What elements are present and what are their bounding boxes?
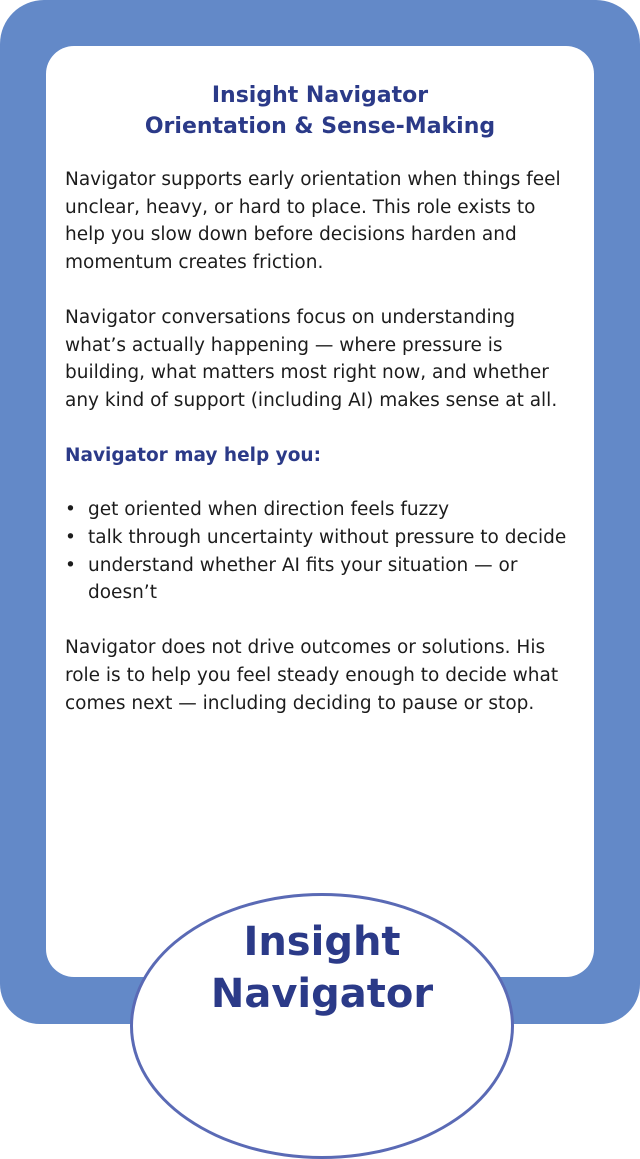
title-line-1: Insight Navigator: [211, 83, 429, 108]
list-item: • understand whether AI fits your situation — or doesn’t: [65, 552, 580, 607]
card-body: [65, 166, 580, 744]
list-item: • get oriented when direction feels fuzzy: [65, 496, 580, 524]
badge-line-1: Insight: [243, 919, 401, 965]
focus-paragraph: Navigator conversations focus on understanding what’s actually happening — where pressure is building, what matters most right now, and whether any kind of support (including AI) makes sense at all.: [65, 306, 558, 411]
title-line-2: Orientation & Sense-Making: [144, 114, 496, 139]
card-title: [46, 80, 594, 142]
badge-line-2: Navigator: [210, 971, 434, 1017]
badge-label: [130, 916, 514, 1020]
help-heading: Navigator may help you:: [65, 444, 321, 466]
help-list: [65, 496, 580, 607]
closing-paragraph: Navigator does not drive outcomes or solutions. His role is to help you feel steady enough to decide what comes next — including deciding to pause or stop.: [65, 637, 559, 714]
list-item: • talk through uncertainty without pressure to decide: [65, 524, 580, 552]
intro-paragraph: Navigator supports early orientation when things feel unclear, heavy, or hard to place. This role exists to help you slow down before decisions harden and momentum creates friction.: [65, 169, 561, 274]
